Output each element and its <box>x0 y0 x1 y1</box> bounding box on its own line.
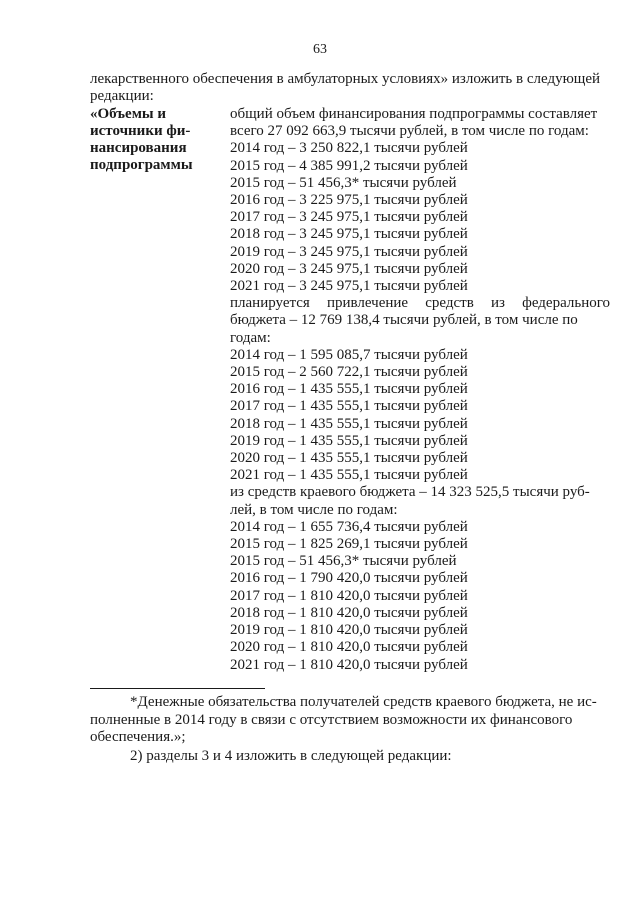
federal-year-row: 2018 год – 1 435 555,1 тысячи рублей <box>230 415 468 432</box>
total-year-row: 2015 год – 51 456,3* тысячи рублей <box>230 174 457 191</box>
regional-year-row: 2017 год – 1 810 420,0 тысячи рублей <box>230 587 468 604</box>
table-label-cell <box>90 106 225 174</box>
regional-year-row: 2021 год – 1 810 420,0 тысячи рублей <box>230 656 468 673</box>
label-line: подпрограммы <box>90 157 193 173</box>
label-line: нансирования <box>90 140 187 156</box>
federal-year-row: 2021 год – 1 435 555,1 тысячи рублей <box>230 467 468 484</box>
total-year-row: 2015 год – 4 385 991,2 тысячи рублей <box>230 157 468 174</box>
total-funding-line: всего 27 092 663,9 тысячи рублей, в том числе по годам: <box>230 123 589 140</box>
total-year-row: 2020 год – 3 245 975,1 тысячи рублей <box>230 260 468 277</box>
federal-year-row: 2016 год – 1 435 555,1 тысячи рублей <box>230 381 468 398</box>
federal-word: планируется <box>230 295 310 312</box>
footnote-line: полненные в 2014 году в связи с отсутствием возможности их финансового <box>90 711 573 728</box>
regional-funding-line: лей, в том числе по годам: <box>230 501 398 518</box>
footnote-line: *Денежные обязательства получателей средств краевого бюджета, не ис- <box>130 694 597 710</box>
footnote <box>90 694 610 747</box>
total-year-row: 2014 год – 3 250 822,1 тысячи рублей <box>230 140 468 157</box>
federal-year-row: 2015 год – 2 560 722,1 тысячи рублей <box>230 364 468 381</box>
section-instruction: 2) разделы 3 и 4 изложить в следующей редакции: <box>130 748 452 764</box>
total-year-row: 2016 год – 3 225 975,1 тысячи рублей <box>230 192 468 209</box>
page-number: 63 <box>313 42 327 57</box>
regional-year-row: 2016 год – 1 790 420,0 тысячи рублей <box>230 570 468 587</box>
total-year-row: 2019 год – 3 245 975,1 тысячи рублей <box>230 243 468 260</box>
total-funding-line: общий объем финансирования подпрограммы составляет <box>230 106 598 122</box>
regional-funding-line: из средств краевого бюджета – 14 323 525,5 тысячи руб- <box>230 484 590 501</box>
label-line: источники фи- <box>90 123 191 139</box>
regional-year-row: 2018 год – 1 810 420,0 тысячи рублей <box>230 604 468 621</box>
federal-year-row: 2014 год – 1 595 085,7 тысячи рублей <box>230 346 468 363</box>
federal-word: федерального <box>522 295 610 312</box>
federal-funding-line <box>230 295 610 312</box>
regional-year-row: 2015 год – 1 825 269,1 тысячи рублей <box>230 536 468 553</box>
federal-word: из <box>490 295 505 312</box>
total-year-row: 2017 год – 3 245 975,1 тысячи рублей <box>230 209 468 226</box>
regional-year-row: 2014 год – 1 655 736,4 тысячи рублей <box>230 518 468 535</box>
federal-funding-line: бюджета – 12 769 138,4 тысячи рублей, в том числе по <box>230 312 578 329</box>
federal-word: привлечение <box>326 295 409 312</box>
label-line: «Объемы и <box>90 106 167 122</box>
federal-year-row: 2020 год – 1 435 555,1 тысячи рублей <box>230 450 468 467</box>
federal-year-row: 2019 год – 1 435 555,1 тысячи рублей <box>230 432 468 449</box>
footnote-line: обеспечения.»; <box>90 729 186 745</box>
federal-year-row: 2017 год – 1 435 555,1 тысячи рублей <box>230 398 468 415</box>
total-year-row: 2021 год – 3 245 975,1 тысячи рублей <box>230 278 468 295</box>
total-year-row: 2018 год – 3 245 975,1 тысячи рублей <box>230 226 468 243</box>
intro-line: лекарственного обеспечения в амбулаторных условиях» изложить в следующей <box>90 71 601 87</box>
regional-year-row: 2019 год – 1 810 420,0 тысячи рублей <box>230 622 468 639</box>
federal-word: средств <box>425 295 474 312</box>
intro-line: редакции: <box>90 88 154 104</box>
intro-paragraph <box>90 71 610 105</box>
regional-year-row: 2020 год – 1 810 420,0 тысячи рублей <box>230 639 468 656</box>
table-value-cell <box>230 106 610 674</box>
footnote-separator <box>90 688 265 689</box>
federal-funding-line: годам: <box>230 329 271 346</box>
regional-year-row: 2015 год – 51 456,3* тысячи рублей <box>230 553 457 570</box>
